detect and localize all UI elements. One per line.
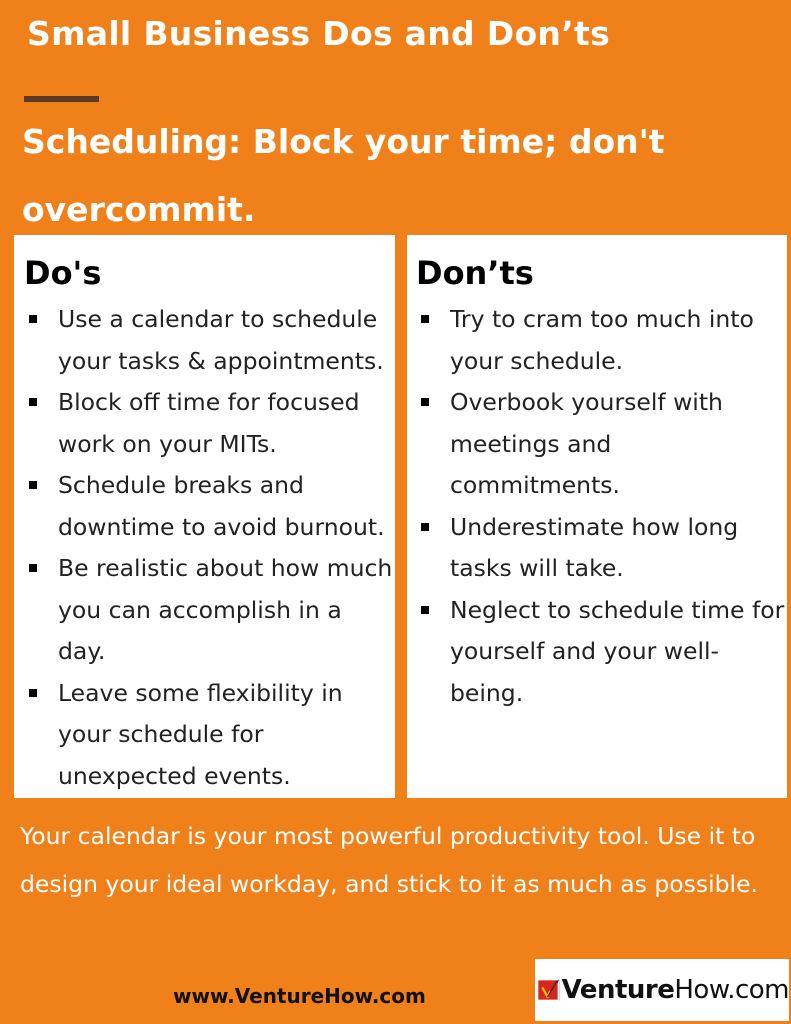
website-link[interactable]: www.VentureHow.com (173, 984, 426, 1008)
logo (535, 959, 789, 1021)
venturehow-logo-icon (537, 962, 562, 1018)
dos-item-text: Leave some flexibility in your schedule for unexpected events. (58, 678, 343, 790)
title-divider (24, 96, 99, 102)
bullet-icon (29, 315, 37, 323)
dos-panel (14, 235, 395, 798)
dos-item (24, 465, 395, 548)
bullet-icon (421, 523, 429, 531)
dos-item-text: Use a calendar to schedule your tasks & appointments. (58, 305, 384, 375)
dos-list (24, 299, 395, 797)
bullet-icon (421, 398, 429, 406)
page-subtitle: Scheduling: Block your time; don't overcommit. (22, 122, 665, 229)
dos-item-text: Block off time for focused work on your MITs. (58, 388, 360, 458)
dos-heading: Do's (24, 254, 102, 292)
donts-list (416, 299, 787, 714)
page-title: Small Business Dos and Don’ts (27, 14, 611, 53)
donts-item (416, 590, 787, 715)
logo-text-bold: Venture (561, 975, 675, 1005)
donts-item-text: Try to cram too much into your schedule. (450, 305, 754, 375)
dos-item (24, 382, 395, 465)
logo-text-regular: How.com (674, 975, 789, 1005)
donts-item (416, 507, 787, 590)
dos-item-text: Be realistic about how much you can accomplish in a day. (58, 554, 393, 665)
bullet-icon (29, 689, 37, 697)
logo-wordmark (562, 975, 789, 1005)
donts-heading: Don’ts (416, 254, 534, 292)
donts-item (416, 382, 787, 507)
donts-item-text: Overbook yourself with meetings and commitments. (450, 388, 723, 499)
donts-panel (407, 235, 787, 798)
donts-item-text: Neglect to schedule time for yourself and your well-being. (450, 595, 785, 707)
dos-item-text: Schedule breaks and downtime to avoid burnout. (58, 471, 385, 541)
dos-item (24, 299, 395, 382)
donts-item-text: Underestimate how long tasks will take. (450, 512, 739, 582)
bullet-icon (421, 315, 429, 323)
bullet-icon (421, 606, 429, 614)
donts-item (416, 299, 787, 382)
dos-item (24, 548, 395, 673)
dos-item (24, 673, 395, 798)
closing-statement: Your calendar is your most powerful productivity tool. Use it to design your ideal workday, and stick to it as much as possible. (20, 822, 759, 898)
bullet-icon (29, 398, 37, 406)
bullet-icon (29, 481, 37, 489)
bullet-icon (29, 564, 37, 572)
